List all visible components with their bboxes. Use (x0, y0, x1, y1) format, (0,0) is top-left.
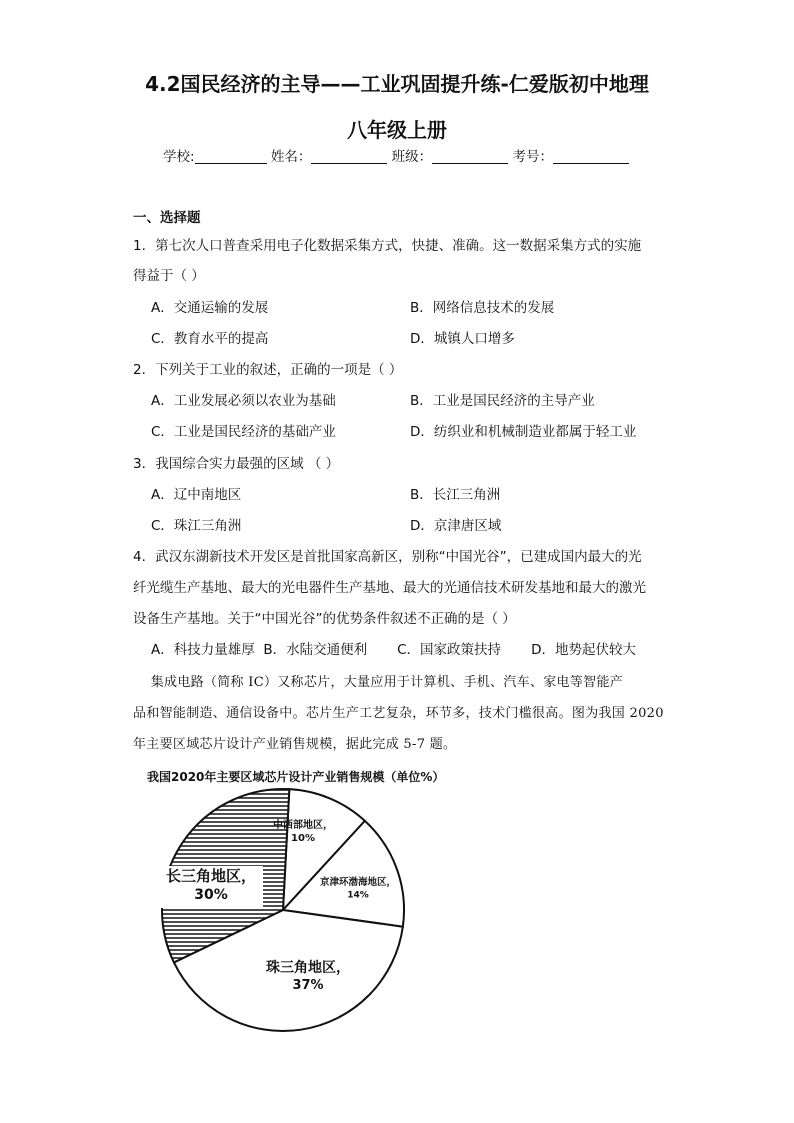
slice-central-western-label: 中西部地区， (273, 820, 333, 831)
slice-jingjin-bohai-label: 京津环渤海地区， (319, 877, 397, 888)
question-4-stem: 4．武汉东湖新技术开发区是首批国家高新区，别称“中国光谷”，已建成国内最大的光 (133, 549, 642, 565)
slice-pearl-delta-value: 37% (292, 978, 324, 993)
slice-pearl-delta-label: 珠三角地区， (266, 960, 350, 976)
question-2-stem: 2．下列关于工业的叙述，正确的一项是（ ） (133, 362, 403, 378)
question-3-option-a: A．辽中南地区 (151, 487, 242, 503)
school-blank[interactable] (195, 149, 267, 164)
class-label: 班级： (391, 149, 433, 165)
name-label: 姓名： (270, 149, 312, 165)
class-blank[interactable] (432, 149, 508, 164)
question-4-options: A．科技力量雄厚 B．水陆交通便利 C．国家政策扶持 D．地势起伏较大 (151, 642, 636, 658)
slice-jingjin-bohai-value: 14% (347, 890, 369, 901)
question-1-option-c: C．教育水平的提高 (151, 331, 269, 347)
question-2-option-a: A．工业发展必须以农业为基础 (151, 393, 336, 409)
question-4-stem-cont: 纤光缆生产基地、最大的光电器件生产基地、最大的光通信技术研发基地和最大的激光 (133, 580, 646, 596)
document-subtitle: 八年级上册 (347, 118, 447, 142)
slice-yangtze-delta-value: 30% (194, 887, 228, 903)
question-3-option-d: D．京津唐区域 (410, 518, 502, 534)
pie-chart (150, 785, 420, 1035)
id-blank[interactable] (553, 149, 629, 164)
question-4-stem-cont2: 设备生产基地。关于“中国光谷”的优势条件叙述不正确的是（ ） (133, 611, 516, 627)
question-2-option-d: D．纺织业和机械制造业都属于轻工业 (410, 424, 637, 440)
slice-yangtze-delta-label: 长三角地区， (165, 867, 257, 885)
school-label: 学校: (163, 149, 195, 165)
section-heading: 一、选择题 (133, 210, 201, 226)
passage-line-3: 年主要区域芯片设计产业销售规模，据此完成 5-7 题。 (133, 737, 457, 752)
question-1-option-d: D．城镇人口增多 (410, 331, 515, 347)
question-3-stem: 3．我国综合实力最强的区域 （ ） (133, 456, 340, 472)
slice-central-western-value: 10% (291, 833, 315, 844)
question-2-option-c: C．工业是国民经济的基础产业 (151, 424, 336, 440)
id-label: 考号： (512, 149, 553, 165)
question-2-option-b: B．工业是国民经济的主导产业 (410, 393, 595, 409)
question-3-option-b: B．长江三角洲 (410, 487, 501, 503)
question-1-option-a: A．交通运输的发展 (151, 300, 269, 316)
question-1-stem-cont: 得益于（ ） (133, 268, 205, 284)
chart-title: 我国2020年主要区域芯片设计产业销售规模（单位%） (147, 770, 445, 784)
question-1-stem: 1．第七次人口普查采用电子化数据采集方式，快捷、准确。这一数据采集方式的实施 (133, 238, 642, 254)
passage-line-1: 集成电路（简称 IC）又称芯片，大量应用于计算机、手机、汽车、家电等智能产 (133, 675, 624, 690)
passage-line-2: 品和智能制造、通信设备中。芯片生产工艺复杂，环节多，技术门槛很高。图为我国 2020 (133, 706, 664, 721)
document-title: 4.2国民经济的主导——工业巩固提升练-仁爱版初中地理 (145, 72, 649, 96)
question-1-option-b: B．网络信息技术的发展 (410, 300, 555, 316)
name-blank[interactable] (311, 149, 387, 164)
question-3-option-c: C．珠江三角洲 (151, 518, 242, 534)
student-info-row (163, 145, 629, 165)
